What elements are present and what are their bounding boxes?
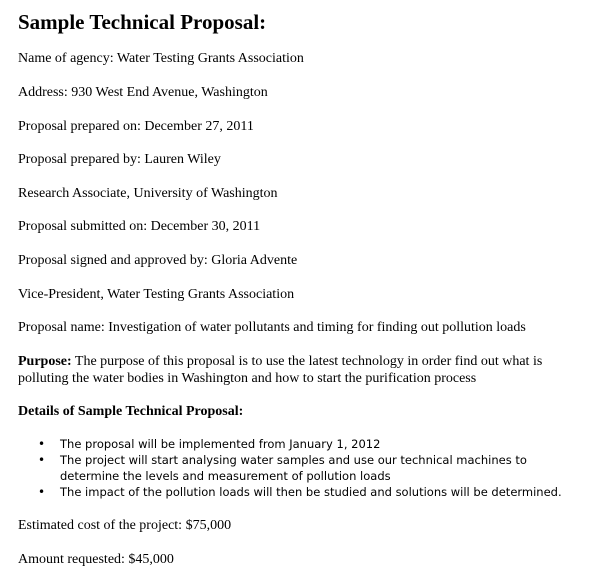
agency-name-line: Name of agency: Water Testing Grants Association	[18, 51, 304, 66]
bullet-icon: •	[38, 437, 46, 451]
estimated-cost-line: Estimated cost of the project: $75,000	[18, 518, 232, 533]
prepared-on-line: Proposal prepared on: December 27, 2011	[18, 119, 254, 134]
list-item-text: The impact of the pollution loads will then be studied and solutions will be determined.	[60, 485, 562, 499]
list-item	[18, 484, 588, 500]
approved-by-line: Proposal signed and approved by: Gloria Advente	[18, 253, 298, 268]
purpose-paragraph	[18, 353, 578, 387]
address-line: Address: 930 West End Avenue, Washington	[18, 85, 268, 100]
details-list	[18, 436, 588, 500]
purpose-label: Purpose:	[18, 354, 72, 369]
purpose-text: The purpose of this proposal is to use the latest technology in order find out what is polluting the water bodies in Washington and how to start the purification process	[18, 354, 543, 386]
list-item	[18, 436, 588, 452]
details-heading: Details of Sample Technical Proposal:	[18, 404, 244, 419]
bullet-icon: •	[38, 453, 46, 467]
bullet-icon: •	[38, 485, 46, 499]
list-item	[18, 452, 588, 484]
amount-requested-line: Amount requested: $45,000	[18, 552, 174, 567]
list-item-text: The project will start analysing water samples and use our technical machines to determine the levels and measurement of pollution loads	[60, 453, 527, 483]
proposal-name-line: Proposal name: Investigation of water pollutants and timing for finding out pollution loads	[18, 320, 526, 335]
submitted-on-line: Proposal submitted on: December 30, 2011	[18, 219, 261, 234]
document-title: Sample Technical Proposal:	[18, 10, 267, 34]
prepared-by-line: Proposal prepared by: Lauren Wiley	[18, 152, 221, 167]
list-item-text: The proposal will be implemented from January 1, 2012	[60, 437, 381, 451]
preparer-title-line: Research Associate, University of Washington	[18, 186, 278, 201]
approver-title-line: Vice-President, Water Testing Grants Association	[18, 287, 295, 302]
